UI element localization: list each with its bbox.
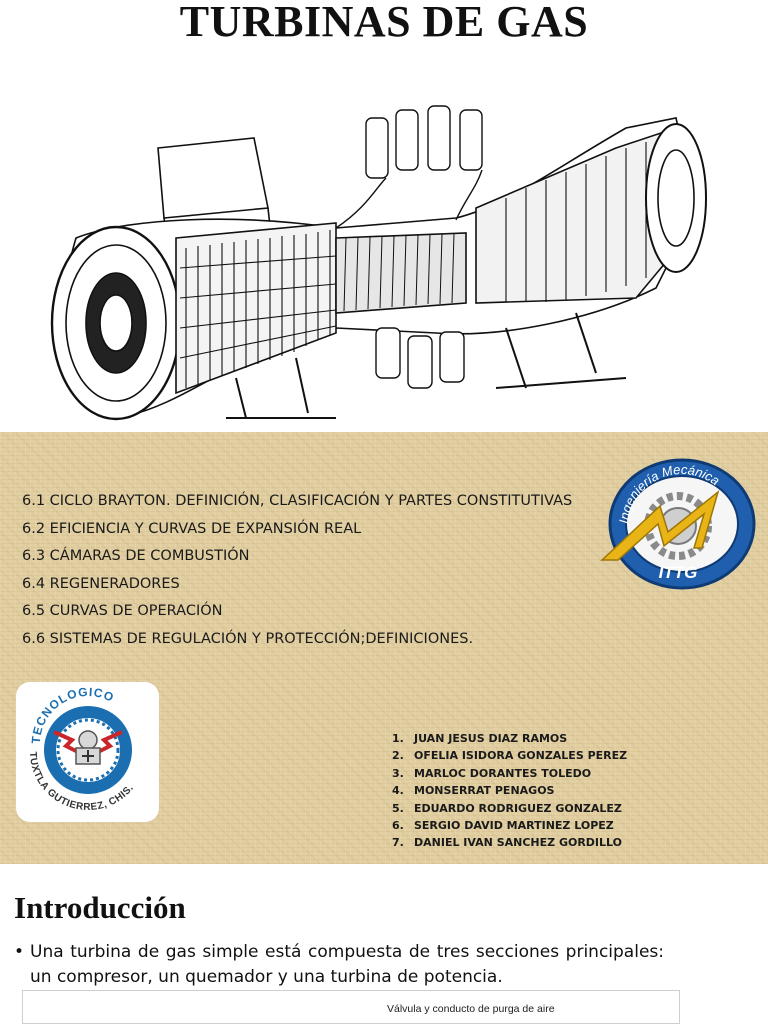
member-item (392, 765, 732, 782)
member-name: JUAN JESUS DIAZ RAMOS (414, 732, 568, 745)
topic-item: 6.2 EFICIENCIA Y CURVAS DE EXPANSIÓN REAL (22, 520, 362, 537)
team-members-list (392, 730, 732, 852)
member-number: 4. (392, 784, 404, 798)
gas-turbine-illustration (36, 88, 726, 432)
tecnologico-emblem (16, 682, 159, 822)
tecnologico-top-text: TECNOLOGICO (28, 684, 117, 745)
member-name: DANIEL IVAN SANCHEZ GORDILLO (414, 836, 622, 850)
ittg-bottom-text: ITTG (658, 563, 698, 582)
tecnologico-logo (16, 682, 159, 822)
topics-slide (0, 432, 768, 864)
member-item (392, 817, 732, 834)
topic-item: 6.4 REGENERADORES (22, 575, 180, 592)
ittg-arc-text: Ingeniería Mecánica (616, 461, 723, 525)
member-number: 3. (392, 766, 404, 780)
turbine-diagram (22, 990, 680, 1024)
member-item (392, 800, 732, 817)
introduction-slide (0, 864, 768, 1024)
member-name: SERGIO DAVID MARTINEZ LOPEZ (414, 818, 614, 832)
member-number: 2. (392, 749, 404, 763)
topics-list (22, 488, 612, 653)
member-item (392, 747, 732, 764)
member-item (392, 834, 732, 851)
topic-item: 6.3 CÁMARAS DE COMBUSTIÓN (22, 548, 250, 564)
topic-item: 6.1 CICLO BRAYTON. DEFINICIÓN, CLASIFICACIÓN Y PARTES CONSTITUTIVAS (22, 493, 573, 509)
diagram-label: Válvula y conducto de purga de aire (387, 1003, 555, 1015)
member-number: 1. (392, 732, 404, 745)
topic-item: 6.5 CURVAS DE OPERACIÓN (22, 603, 223, 619)
member-name: MARLOC DORANTES TOLEDO (414, 766, 592, 780)
member-item (392, 730, 732, 747)
member-name: EDUARDO RODRIGUEZ GONZALEZ (414, 801, 622, 815)
tecnologico-bottom-text: TUXTLA GUTIERREZ, CHIS. (26, 751, 137, 814)
intro-paragraph (14, 940, 664, 990)
intro-title: Introducción (14, 890, 186, 925)
member-number: 7. (392, 836, 404, 850)
member-name: OFELIA ISIDORA GONZALES PEREZ (414, 749, 628, 763)
page-title: TURBINAS DE GAS (179, 0, 589, 46)
member-item (392, 782, 732, 799)
member-number: 6. (392, 818, 404, 832)
intro-text: Una turbina de gas simple está compuesta de tres secciones principales: un compresor, un quemador y una turbina de potencia. (30, 942, 664, 987)
topic-item: 6.6 SISTEMAS DE REGULACIÓN Y PROTECCIÓN;DEFINICIONES. (22, 630, 474, 647)
ittg-mechanical-logo (590, 452, 760, 592)
title-slide (0, 0, 768, 432)
bullet-marker: • (14, 942, 25, 962)
member-name: MONSERRAT PENAGOS (414, 784, 555, 798)
member-number: 5. (392, 801, 404, 815)
